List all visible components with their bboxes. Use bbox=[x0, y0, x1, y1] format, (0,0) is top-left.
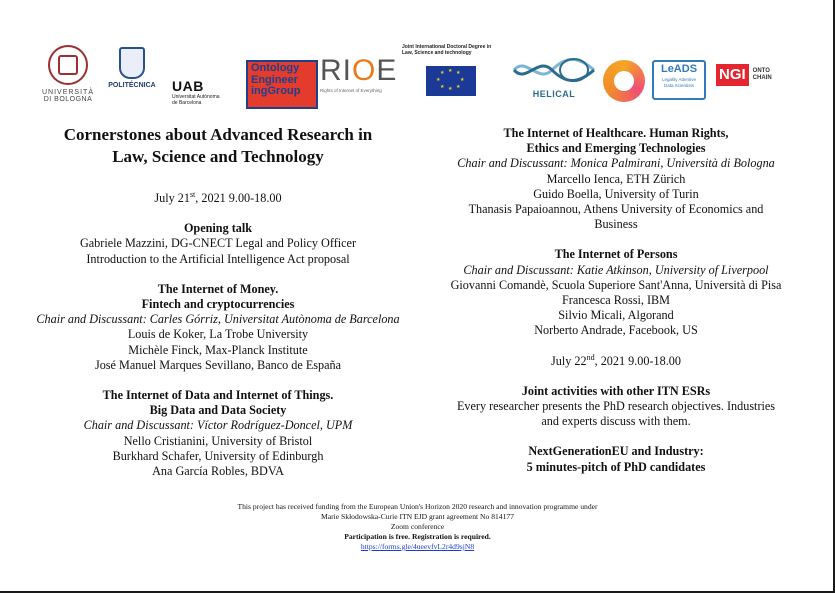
registration-link[interactable]: https://forms.gle/4ueevfvL2r4d9sjN8 bbox=[360, 542, 475, 551]
day1-date bbox=[28, 191, 408, 206]
session-line: Every researcher presents the PhD research objectives. Industries bbox=[456, 399, 776, 414]
session-joint-activities bbox=[420, 384, 812, 430]
logo-text: Engineer bbox=[251, 73, 299, 86]
session-title: Opening talk bbox=[183, 221, 253, 236]
speaker: Burkhard Schafer, University of Edinburgh bbox=[112, 448, 324, 463]
logo-text: Legality Attentive bbox=[661, 77, 697, 82]
logo-university-of-bologna bbox=[38, 45, 98, 109]
date-suffix: nd bbox=[586, 352, 595, 362]
ring-logo-icon bbox=[603, 60, 645, 102]
logo-text: Law, Science and technology bbox=[402, 50, 472, 56]
speaker: Thanasis Papaioannou, Athens University of Economics and bbox=[468, 202, 764, 217]
session-title: Ethics and Emerging Technologies bbox=[526, 141, 706, 156]
crest-icon bbox=[119, 47, 145, 79]
date-text: July 22 bbox=[551, 353, 587, 368]
logo-text: Universitat Autònoma bbox=[172, 94, 220, 100]
speaker: Marcello Ienca, ETH Zürich bbox=[546, 171, 686, 186]
logo-text: UAB bbox=[172, 78, 204, 94]
logo-text: Rights of Internet of Everything bbox=[320, 88, 382, 93]
logo-text: ONTO bbox=[752, 68, 770, 74]
logo-text: DI BOLOGNA bbox=[43, 96, 93, 103]
session-title: Big Data and Data Society bbox=[149, 403, 287, 418]
logo-last-jd-eu bbox=[402, 44, 514, 106]
event-title-line: Cornerstones about Advanced Research in bbox=[63, 125, 373, 144]
session-line: and experts discuss with them. bbox=[541, 414, 691, 429]
session-internet-of-persons bbox=[420, 247, 812, 338]
date-suffix: st bbox=[189, 189, 196, 199]
speaker: Guido Boella, University of Turin bbox=[533, 186, 699, 201]
zoom-text: Zoom conference bbox=[390, 522, 445, 531]
logo-text: LeADS bbox=[660, 63, 698, 75]
logo-ontology-engineering-group bbox=[246, 60, 318, 109]
event-title-line: Law, Science and Technology bbox=[112, 146, 324, 166]
logo-text: RI bbox=[320, 54, 352, 87]
session-title: The Internet of Data and Internet of Things. bbox=[102, 388, 334, 403]
session-chair: Chair and Discussant: Víctor Rodríguez-Doncel, UPM bbox=[83, 418, 353, 433]
seal-icon bbox=[48, 45, 88, 85]
session-title: The Internet of Healthcare. Human Rights, bbox=[503, 126, 729, 140]
logo-text: NGI bbox=[716, 64, 749, 86]
right-column bbox=[420, 126, 812, 475]
speaker: Norberto Andrade, Facebook, US bbox=[534, 323, 698, 338]
session-title: The Internet of Money. bbox=[157, 281, 279, 296]
session-title: Joint activities with other ITN ESRs bbox=[521, 383, 711, 398]
date-text: , 2021 9.00-18.00 bbox=[195, 191, 282, 205]
logo-uab bbox=[172, 78, 234, 108]
logo-text: O bbox=[352, 54, 377, 87]
speaker: Silvio Micali, Algorand bbox=[558, 308, 674, 323]
session-internet-of-money bbox=[28, 282, 408, 373]
logo-text: de Barcelona bbox=[172, 100, 202, 106]
funding-text: This project has received funding from the European Union's Horizon 2020 research and innovation programme under bbox=[237, 502, 598, 511]
speaker: Giovanni Comandè, Scuola Superiore Sant'Anna, Università di Pisa bbox=[450, 277, 782, 292]
logo-text: Joint International Doctoral Degree in bbox=[402, 44, 492, 50]
logo-text: Ontology bbox=[251, 62, 300, 74]
speaker: Michèle Finck, Max-Planck Institute bbox=[128, 342, 308, 357]
session-title: Fintech and cryptocurrencies bbox=[141, 297, 295, 312]
footer bbox=[120, 502, 715, 552]
event-title bbox=[28, 124, 408, 167]
speaker: Business bbox=[594, 217, 638, 232]
logo-text: Data Scientists bbox=[663, 82, 694, 88]
session-line: Introduction to the Artificial Intelligence Act proposal bbox=[86, 251, 350, 266]
logo-side-text bbox=[753, 68, 772, 82]
logo-text: HELICAL bbox=[532, 89, 576, 99]
left-column bbox=[28, 124, 408, 479]
day2-date bbox=[420, 354, 812, 369]
logo-helical bbox=[510, 56, 598, 108]
session-line: Gabriele Mazzini, DG-CNECT Legal and Policy Officer bbox=[79, 236, 357, 251]
logo-leads bbox=[652, 60, 706, 100]
session-title: The Internet of Persons bbox=[554, 247, 678, 262]
logo-wordmark bbox=[320, 54, 400, 88]
session-chair: Chair and Discussant: Katie Atkinson, University of Liverpool bbox=[463, 262, 769, 277]
speaker: Nello Cristianini, University of Bristol bbox=[123, 433, 313, 448]
helix-icon bbox=[512, 56, 596, 84]
registration-text: Participation is free. Registration is required. bbox=[344, 532, 491, 541]
session-internet-of-data bbox=[28, 388, 408, 479]
speaker: Francesca Rossi, IBM bbox=[562, 293, 670, 308]
logo-text: POLITÉCNICA bbox=[108, 82, 156, 89]
logo-text: ingGroup bbox=[251, 85, 301, 97]
session-title: 5 minutes-pitch of PhD candidates bbox=[526, 459, 706, 474]
session-nextgeneration-eu bbox=[420, 444, 812, 474]
speaker: Ana García Robles, BDVA bbox=[152, 464, 284, 479]
date-text: July 21 bbox=[154, 191, 190, 205]
logo-upm bbox=[104, 47, 160, 93]
speaker: Louis de Koker, La Trobe University bbox=[127, 327, 309, 342]
eu-flag-icon: ★ ★ ★ ★ ★ ★ ★ ★ bbox=[426, 66, 476, 96]
session-title: NextGenerationEU and Industry: bbox=[528, 444, 704, 459]
logo-text: E bbox=[376, 54, 398, 87]
session-internet-of-healthcare bbox=[420, 126, 812, 232]
date-text: , 2021 9.00-18.00 bbox=[594, 353, 681, 368]
logo-text: UNIVERSITÀ bbox=[41, 89, 94, 96]
session-chair: Chair and Discussant: Carles Górriz, Universitat Autònoma de Barcelona bbox=[36, 312, 400, 327]
grant-text: Marie Skłodowska-Curie ITN EJD grant agreement No 814177 bbox=[321, 512, 514, 521]
speaker: José Manuel Marques Sevillano, Banco de España bbox=[94, 357, 342, 372]
logo-rioe bbox=[320, 54, 400, 98]
session-chair: Chair and Discussant: Monica Palmirani, Università di Bologna bbox=[457, 156, 775, 171]
session-opening bbox=[28, 221, 408, 267]
logo-text: CHAIN bbox=[752, 75, 772, 81]
logo-ngi-ontochain bbox=[716, 64, 796, 90]
